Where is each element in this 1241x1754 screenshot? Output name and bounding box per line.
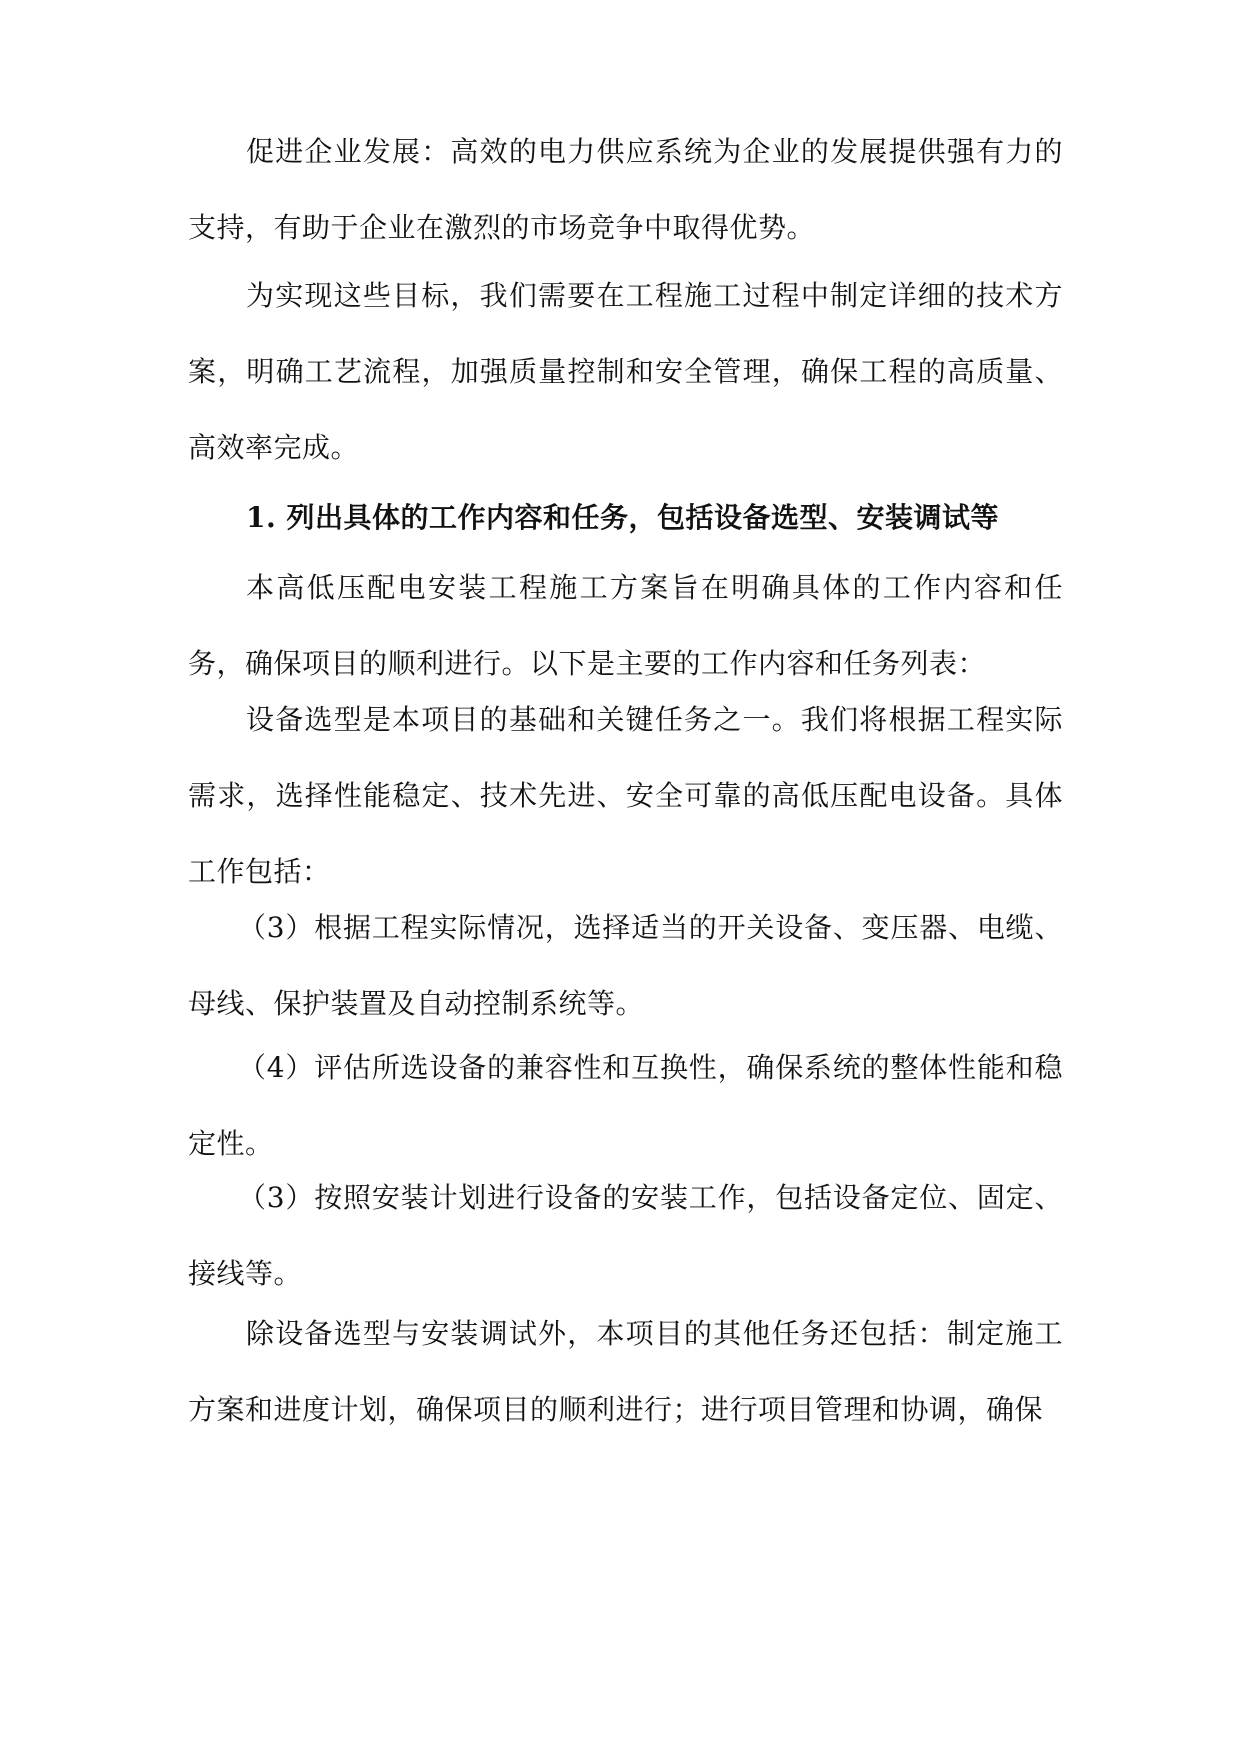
paragraph-business-development: 促进企业发展：高效的电力供应系统为企业的发展提供强有力的支持，有助于企业在激烈的市场竞争中取得优势。 — [188, 135, 1063, 244]
paragraph-equipment-selection: 设备选型是本项目的基础和关键任务之一。我们将根据工程实际需求，选择性能稳定、技术先进、安全可靠的高低压配电设备。具体工作包括： — [188, 703, 1063, 888]
section-heading: 1. 列出具体的工作内容和任务，包括设备选型、安装调试等 — [246, 501, 999, 534]
paragraph-section-intro: 本高低压配电安装工程施工方案旨在明确具体的工作内容和任务，确保项目的顺利进行。以下是主要的工作内容和任务列表： — [188, 571, 1063, 680]
paragraph-other-tasks: 除设备选型与安装调试外，本项目的其他任务还包括：制定施工方案和进度计划，确保项目的顺利进行；进行项目管理和协调，确保 — [188, 1317, 1063, 1426]
list-item-evaluate-compatibility: （4）评估所选设备的兼容性和互换性，确保系统的整体性能和稳定性。 — [188, 1051, 1063, 1160]
list-item-installation: （3）按照安装计划进行设备的安装工作，包括设备定位、固定、接线等。 — [188, 1181, 1063, 1290]
list-item-select-equipment: （3）根据工程实际情况，选择适当的开关设备、变压器、电缆、母线、保护装置及自动控制系统等。 — [188, 911, 1063, 1020]
paragraph-goals: 为实现这些目标，我们需要在工程施工过程中制定详细的技术方案，明确工艺流程，加强质量控制和安全管理，确保工程的高质量、高效率完成。 — [188, 279, 1063, 464]
